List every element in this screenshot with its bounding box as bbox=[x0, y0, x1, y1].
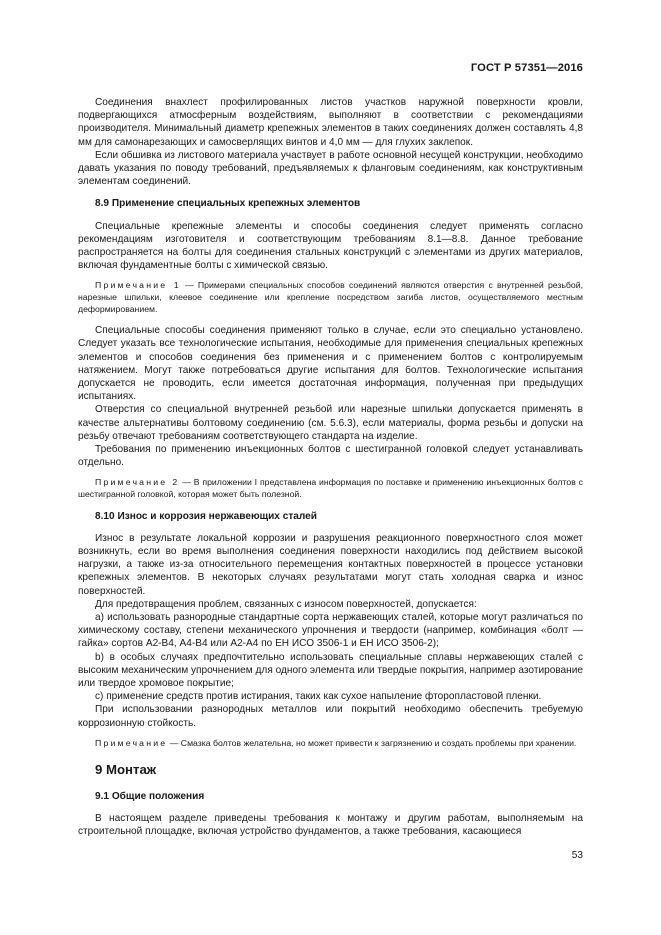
paragraph: c) применение средств против истирания, таких как сухое напыление фторопластовой пленки. bbox=[95, 691, 542, 703]
paragraph: Специальные способы соединения применяют только в случае, если это специально установлено. Следует указать все технологические испытания, необходимые для применения специальных крепежных элементов и способов соединения без применения и с применением болтов с контролируемым натяжением. Могут также потребоваться другие испытания для болтов. Технологические испытания допускается не проводить, если имеется достаточная информация, полученная при предыдущих испытаниях. bbox=[78, 325, 583, 403]
note bbox=[78, 738, 583, 750]
note bbox=[78, 477, 583, 500]
paragraph: a) использовать разнородные стандартные сорта нержавеющих сталей, которые могут различаться по химическому составу, степени механического упрочнения и твердости (например, комбинация «болт — гайка» сортов А2-В4, А4-В4 или А2-А4 по ЕН ИСО 3506-1 и ЕН ИСО 3506-2); bbox=[78, 612, 583, 650]
note-label: Примечание 2 bbox=[95, 477, 180, 488]
note-label: Примечание 1 bbox=[95, 280, 181, 291]
page-number: 53 bbox=[571, 850, 583, 861]
note-text: — В приложении I представлена информация по поставке и применению инъекционных болтов с шестигранной головкой, которая может быть полезной. bbox=[78, 477, 584, 500]
paragraph: Износ в результате локальной коррозии и разрушения реакционного поверхностного слоя может возникнуть, если во время выполнения соединения поверхности находились под действием высокой нагрузки, а также из-за относительного перемещения контактных поверхностей в процессе установки крепежных элементов. В некоторых случаях результатами могут стать холодная сварка и износ поверхностей. bbox=[78, 532, 583, 597]
section-heading: 9.1 Общие положения bbox=[95, 790, 205, 802]
paragraph: В настоящем разделе приведены требования к монтажу и другим работам, выполняемым на строительной площадке, включая устройство фундаментов, а также требования, касающиеся bbox=[78, 812, 583, 838]
chapter-heading: 9 Монтаж bbox=[95, 762, 157, 778]
section-heading: 8.10 Износ и коррозия нержавеющих сталей bbox=[95, 510, 317, 522]
note-text: — Смазка болтов желательна, но может привести к загрязнению и создать проблемы при хранении. bbox=[167, 737, 577, 748]
paragraph: Требования по применению инъекционных болтов с шестигранной головкой следует устанавливать отдельно. bbox=[78, 444, 583, 469]
paragraph: b) в особых случаях предпочтительно использовать специальные сплавы нержавеющих сталей с высоким механическим упрочнением для одного элемента или твердые покрытия, например азотирование или твердое хромовое покрытие; bbox=[78, 651, 583, 690]
note-label: Примечание bbox=[95, 737, 168, 748]
paragraph: Если обшивка из листового материала участвует в работе основной несущей конструкции, необходимо давать указания по поводу требований, предъявляемых к фланговым соединениям, как конструктивным элементам соединений. bbox=[78, 149, 583, 188]
paragraph: Соединения внахлест профилированных листов участков наружной поверхности кровли, подвергающихся атмосферным воздействиям, выполняют в соответствии с рекомендациями производителя. Минимальный диаметр крепежных элементов в таких соединениях должен составлять 4,8 мм для самонарезающих и самосверлящих винтов и 4,0 мм — для глухих заклепок. bbox=[78, 97, 583, 148]
note bbox=[78, 280, 583, 315]
section-heading: 8.9 Применение специальных крепежных элементов bbox=[95, 198, 361, 210]
paragraph: Для предотвращения проблем, связанных с износом поверхностей, допускается: bbox=[95, 598, 477, 610]
note-text: — Примерами специальных способов соединений являются отверстия с внутренней резьбой, нарезные шпильки, клеевое соединение или крепление посредством загиба листов, осуществляемого местным деформированием. bbox=[78, 280, 584, 314]
paragraph: Специальные крепежные элементы и способы соединения следует применять согласно рекомендациям изготовителя и соответствующим требованиям 8.1—8.8. Данное требование распространяется на болты для соединения стальных конструкций с элементами из других материалов, включая фундаментные болты с химической связью. bbox=[78, 220, 583, 272]
document-id-header: ГОСТ Р 57351—2016 bbox=[470, 62, 583, 74]
paragraph: Отверстия со специальной внутренней резьбой или нарезные шпильки допускается применять в качестве альтернативы болтовому соединению (см. 5.6.3), если материалы, форма резьбы и допуски на резьбу отвечают требованиям соответствующего стандарта на изделие. bbox=[78, 404, 583, 442]
paragraph: При использовании разнородных металлов или покрытий необходимо обеспечить требуемую коррозионную стойкость. bbox=[78, 704, 583, 729]
document-body bbox=[78, 96, 583, 838]
